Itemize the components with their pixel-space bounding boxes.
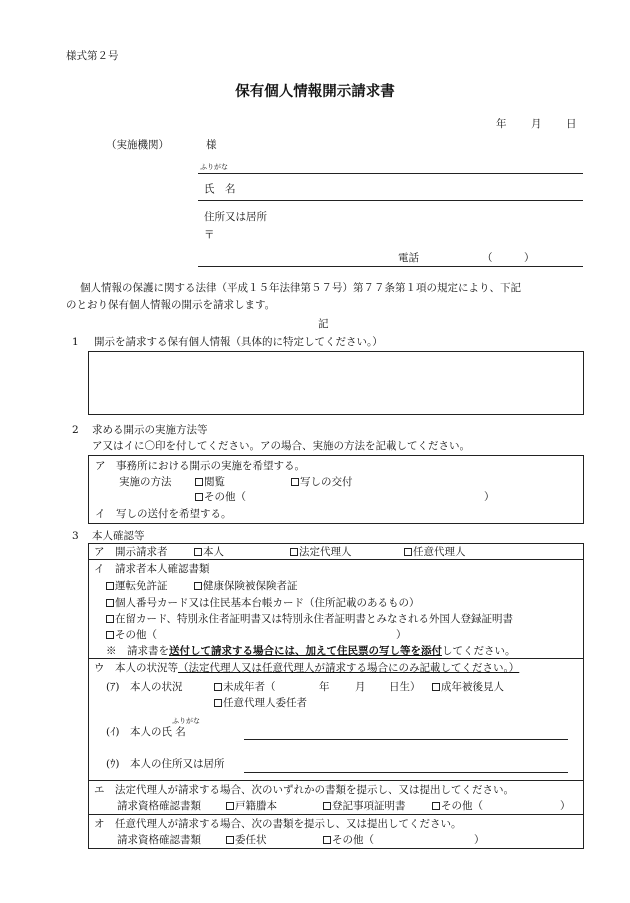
furigana-line <box>198 173 583 174</box>
voluntary-doc-label: 請求資格確認書類 <box>117 834 201 846</box>
checkbox-icon[interactable] <box>106 599 114 607</box>
doc-residence-card[interactable]: 在留カード、特別永住者証明書又は特別永住者証明書とみなされる外国人登録証明書 <box>106 613 513 625</box>
date-day[interactable]: 日 <box>566 118 577 130</box>
requester-voluntary-agent[interactable]: 任意代理人 <box>404 546 466 558</box>
doc-other[interactable]: その他（ <box>106 629 157 641</box>
voluntary-doc-other[interactable]: その他（ <box>323 834 374 846</box>
status-minor[interactable]: 未成年者（ <box>214 681 276 693</box>
doc-insurance[interactable]: 健康保険被保険者証 <box>194 580 298 592</box>
mail-note: ※ 請求書を送付して請求する場合には、加えて住民票の写し等を添付してください。 <box>106 645 516 657</box>
checkbox-icon[interactable] <box>214 699 222 707</box>
requester-label: ア 開示請求者 <box>94 546 168 558</box>
checkbox-icon[interactable] <box>432 802 440 810</box>
section2-number: 2 <box>72 424 79 436</box>
checkbox-icon[interactable] <box>106 582 114 590</box>
checkbox-icon[interactable] <box>323 836 331 844</box>
option-i-mail[interactable]: イ 写しの送付を希望する。 <box>95 508 232 520</box>
checkbox-icon[interactable] <box>195 493 203 501</box>
checkbox-icon[interactable] <box>195 478 203 486</box>
doc-mynumber[interactable]: 個人番号カード又は住民基本台帳カード（住所記載のあるもの） <box>106 597 420 609</box>
applicant-address-label: 住所又は居所 <box>204 211 267 223</box>
checkbox-icon[interactable] <box>194 582 202 590</box>
section2-title: 求める開示の実施方法等 <box>92 424 208 436</box>
checkbox-icon[interactable] <box>432 683 440 691</box>
phone-paren[interactable]: （ ） <box>482 252 535 264</box>
method-copy[interactable]: 写しの交付 <box>291 476 353 488</box>
checkbox-icon[interactable] <box>106 631 114 639</box>
doc-license[interactable]: 運転免許証 <box>106 580 168 592</box>
row-divider <box>88 814 584 815</box>
principal-furigana-label: ふりがな <box>172 717 200 725</box>
legal-doc-registry[interactable]: 登記事項証明書 <box>323 800 406 812</box>
checkbox-icon[interactable] <box>214 683 222 691</box>
checkbox-icon[interactable] <box>290 548 298 556</box>
status-label: (ｱ) 本人の状況 <box>106 681 183 693</box>
checkbox-icon[interactable] <box>194 548 202 556</box>
requester-self[interactable]: 本人 <box>194 546 224 558</box>
principal-status-label: ウ 本人の状況等（法定代理人又は任意代理人が請求する場合にのみ記載してください。） <box>94 662 520 674</box>
birth-month[interactable]: 月 <box>355 681 366 693</box>
legal-agent-instruction: エ 法定代理人が請求する場合、次のいずれかの書類を提示し、又は提出してください。 <box>94 784 514 796</box>
phone-label: 電話 <box>398 252 419 264</box>
row-divider <box>88 780 584 781</box>
applicant-name-label: 氏 名 <box>204 183 236 195</box>
intro-line-2: のとおり保有個人情報の開示を請求します。 <box>66 299 276 311</box>
checkbox-icon[interactable] <box>404 548 412 556</box>
applicant-furigana-label: ふりがな <box>200 163 228 171</box>
date-month[interactable]: 月 <box>531 118 542 130</box>
principal-address-line[interactable] <box>244 772 568 773</box>
legal-doc-other[interactable]: その他（ <box>432 800 483 812</box>
ki-heading: 記 <box>318 318 329 330</box>
addressee-honorific: 様 <box>206 139 217 151</box>
voluntary-doc-other-close: ） <box>474 834 485 846</box>
requester-legal-agent[interactable]: 法定代理人 <box>290 546 352 558</box>
row-divider <box>88 658 584 659</box>
section1-number: 1 <box>72 336 79 348</box>
section1-input-box[interactable] <box>88 351 584 415</box>
checkbox-icon[interactable] <box>106 615 114 623</box>
row-divider <box>88 559 584 560</box>
doc-other-close: ） <box>396 629 407 641</box>
principal-name-label: (ｲ) 本人の氏 名 <box>106 726 186 738</box>
address-line[interactable] <box>198 266 583 267</box>
legal-doc-label: 請求資格確認書類 <box>117 800 201 812</box>
name-line[interactable] <box>198 200 583 201</box>
method-other-close: ） <box>484 491 495 503</box>
form-number: 様式第２号 <box>66 50 119 62</box>
id-docs-label: イ 請求者本人確認書類 <box>94 563 210 575</box>
principal-name-line[interactable] <box>244 739 568 740</box>
principal-address-label: (ｳ) 本人の住所又は居所 <box>106 758 225 770</box>
checkbox-icon[interactable] <box>226 836 234 844</box>
birth-year[interactable]: 年 <box>319 681 330 693</box>
voluntary-agent-instruction: オ 任意代理人が請求する場合、次の書類を提示し、又は提出してください。 <box>94 818 462 830</box>
section3-title: 本人確認等 <box>92 530 145 542</box>
status-voluntary-principal[interactable]: 任意代理人委任者 <box>214 697 307 709</box>
checkbox-icon[interactable] <box>226 802 234 810</box>
section1-title: 開示を請求する保有個人情報（具体的に特定してください。） <box>94 336 383 348</box>
section2-instruction: ア又はイに〇印を付してください。アの場合、実施の方法を記載してください。 <box>92 440 470 452</box>
voluntary-doc-proxy[interactable]: 委任状 <box>226 834 267 846</box>
checkbox-icon[interactable] <box>323 802 331 810</box>
legal-doc-other-close: ） <box>560 800 571 812</box>
postal-mark: 〒 <box>204 229 215 241</box>
page-title: 保有個人情報開示請求書 <box>235 84 395 100</box>
intro-line-1: 個人情報の保護に関する法律（平成１５年法律第５７号）第７７条第１項の規定により、下記 <box>80 282 521 294</box>
method-other[interactable]: その他（ <box>195 491 246 503</box>
birth-day[interactable]: 日生） <box>389 681 421 693</box>
agency-label: （実施機関） <box>106 139 169 151</box>
checkbox-icon[interactable] <box>291 478 299 486</box>
method-view[interactable]: 閲覧 <box>195 476 225 488</box>
status-adult-ward[interactable]: 成年被後見人 <box>432 681 504 693</box>
date-year[interactable]: 年 <box>496 118 507 130</box>
option-a-onsite[interactable]: ア 事務所における開示の実施を希望する。 <box>95 460 305 472</box>
legal-doc-koseki[interactable]: 戸籍謄本 <box>226 800 277 812</box>
section3-number: 3 <box>72 530 79 542</box>
method-label: 実施の方法 <box>119 476 172 488</box>
